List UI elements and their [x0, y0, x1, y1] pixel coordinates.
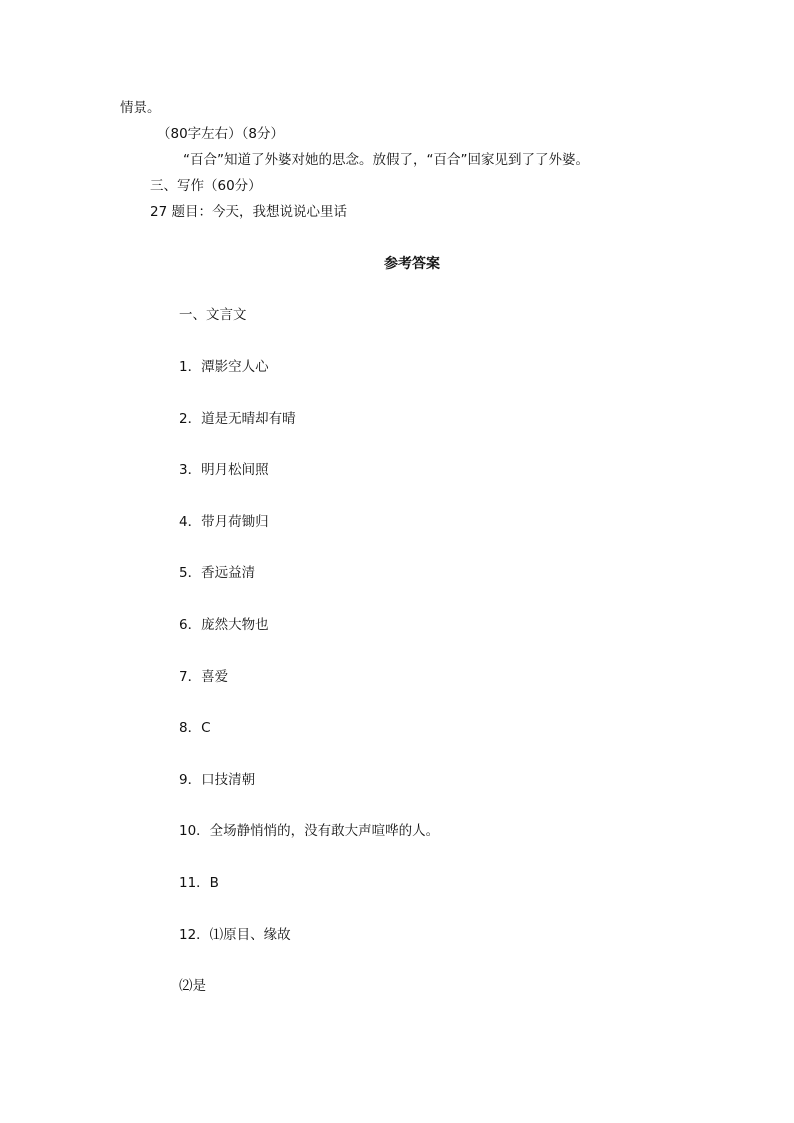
section3-heading: 三、写作（60分） [150, 178, 262, 194]
answer-item: 2．道是无晴却有晴 [179, 411, 296, 427]
answer-item: 1．潭影空人心 [179, 359, 269, 375]
answer-item: 12．⑴原目、缘故 [179, 927, 291, 943]
answer-item: 4．带月荷锄归 [179, 514, 269, 530]
answer-item: 6．庞然大物也 [179, 617, 269, 633]
answer-item: 7．喜爱 [179, 669, 229, 685]
answer-section1-heading: 一、文言文 [179, 307, 247, 323]
answer-item: 5．香远益清 [179, 565, 256, 581]
question-tail-line-3: “百合”知道了外婆对她的思念。放假了，“百合”回家见到了了外婆。 [183, 152, 589, 168]
essay-prompt: 27 题目：今天，我想说说心里话 [150, 204, 347, 220]
answer-item: 9．口技清朝 [179, 772, 256, 788]
question-tail-line-1: 情景。 [120, 100, 161, 116]
answer-item: ⑵是 [179, 978, 206, 994]
question-tail-line-2: （80字左右）（8分） [157, 126, 285, 142]
answer-item: 11．B [179, 875, 219, 891]
answer-item: 10．全场静悄悄的，没有敢大声喧哗的人。 [179, 823, 440, 839]
answer-key-title: 参考答案 [384, 256, 440, 272]
answer-item: 3．明月松间照 [179, 462, 269, 478]
answer-item: 8．C [179, 720, 211, 736]
